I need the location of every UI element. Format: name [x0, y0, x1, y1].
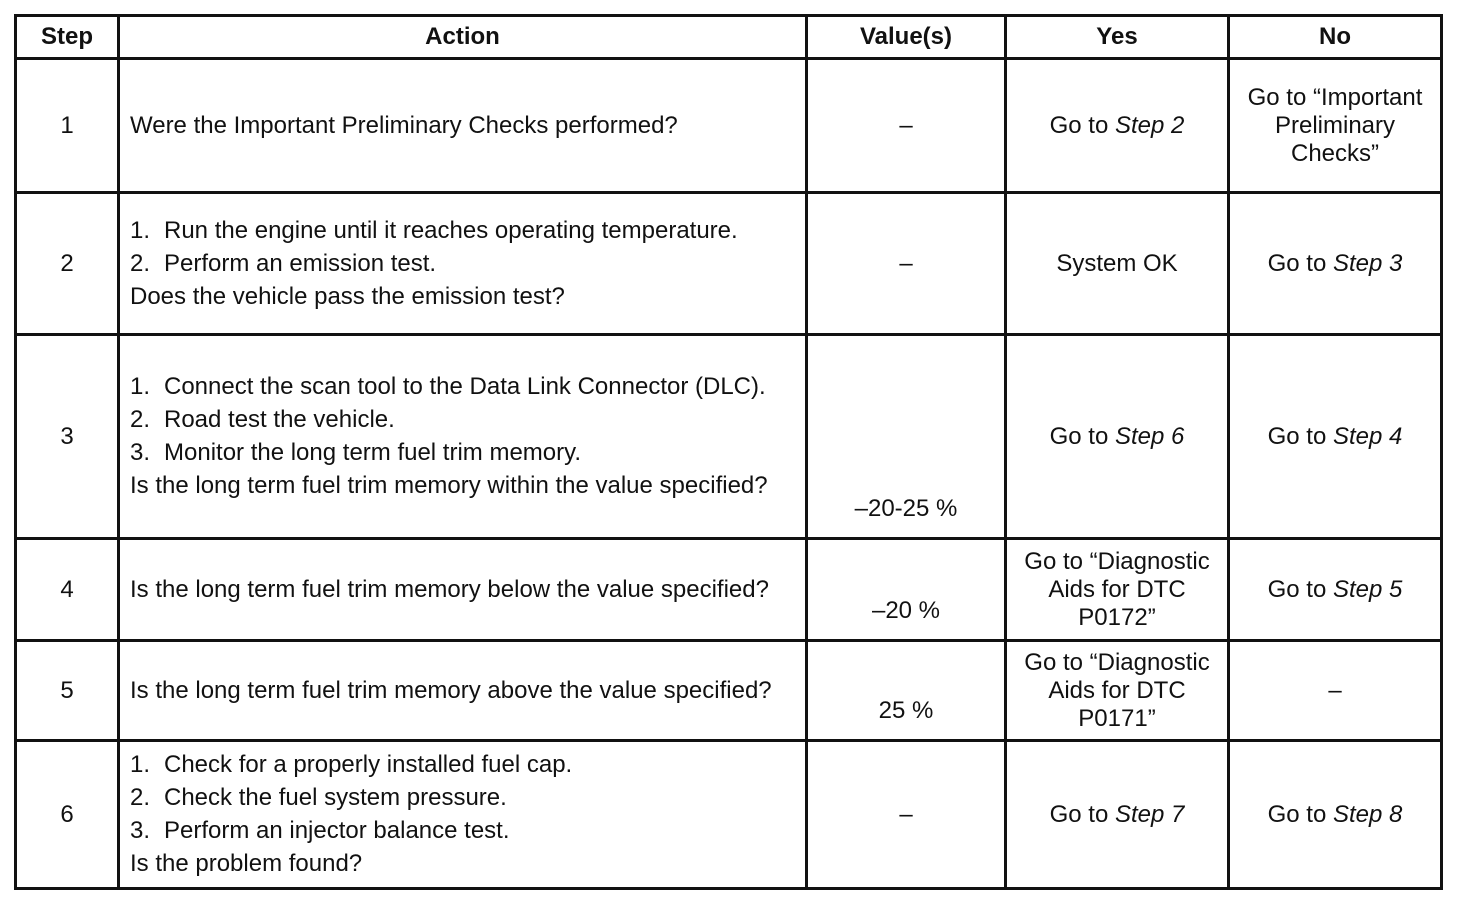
list-item: 1. Run the engine until it reaches operating temperature. — [130, 216, 738, 244]
yes-prefix: Go to — [1049, 800, 1115, 828]
list-item: 2. Road test the vehicle. — [130, 406, 395, 433]
value-cell: – — [807, 741, 1006, 889]
table-row — [16, 741, 1442, 889]
no-cell — [1229, 741, 1442, 889]
header-values: Value(s) — [807, 16, 1006, 59]
action-list — [130, 751, 795, 845]
step-number: 3 — [16, 335, 119, 539]
table-row — [16, 539, 1442, 641]
list-item: 3. Monitor the long term fuel trim memory. — [130, 439, 582, 466]
value-cell: –20-25 % — [807, 335, 1006, 539]
no-step-ref: Step 5 — [1332, 575, 1403, 603]
step-number: 6 — [16, 741, 119, 889]
list-item: 3. Perform an injector balance test. — [130, 817, 510, 844]
no-cell — [1229, 539, 1442, 641]
no-prefix: Go to — [1267, 800, 1333, 828]
yes-prefix: Go to — [1049, 422, 1115, 450]
action-cell — [119, 59, 807, 193]
no-cell — [1229, 335, 1442, 539]
yes-cell: Go to “Diagnostic Aids for DTC P0171” — [1006, 641, 1229, 741]
no-cell: – — [1229, 641, 1442, 741]
step-number: 5 — [16, 641, 119, 741]
yes-cell — [1006, 335, 1229, 539]
question-text: Is the problem found? — [130, 850, 363, 877]
value-cell: 25 % — [807, 641, 1006, 741]
action-cell — [119, 741, 807, 889]
step-number: 1 — [16, 59, 119, 193]
action-cell — [119, 193, 807, 335]
no-prefix: Go to — [1267, 575, 1333, 603]
header-step: Step — [16, 16, 119, 59]
list-item: 2. Check the fuel system pressure. — [130, 784, 507, 811]
value-cell: –20 % — [807, 539, 1006, 641]
diagnostic-table — [14, 14, 1443, 890]
yes-cell: Go to “Diagnostic Aids for DTC P0172” — [1006, 539, 1229, 641]
step-number: 2 — [16, 193, 119, 335]
header-no: No — [1229, 16, 1442, 59]
no-prefix: Go to — [1267, 422, 1333, 450]
table-row — [16, 641, 1442, 741]
action-list — [130, 373, 795, 467]
table-row — [16, 335, 1442, 539]
step-number: 4 — [16, 539, 119, 641]
action-cell — [119, 641, 807, 741]
yes-cell: System OK — [1006, 193, 1229, 335]
action-list — [130, 217, 795, 278]
yes-step-ref: Step 2 — [1114, 111, 1185, 139]
question-text: Is the long term fuel trim memory above the value specified? — [130, 676, 772, 704]
header-yes: Yes — [1006, 16, 1229, 59]
no-step-ref: Step 3 — [1332, 249, 1403, 277]
action-cell — [119, 335, 807, 539]
list-item: 1. Connect the scan tool to the Data Link Connector (DLC). — [130, 373, 766, 400]
table-row — [16, 193, 1442, 335]
value-cell: – — [807, 59, 1006, 193]
question-text: Does the vehicle pass the emission test? — [130, 282, 565, 310]
question-text: Were the Important Preliminary Checks performed? — [130, 111, 678, 139]
yes-prefix: Go to — [1049, 111, 1115, 139]
yes-cell — [1006, 741, 1229, 889]
list-item: 1. Check for a properly installed fuel cap. — [130, 751, 573, 778]
header-action: Action — [119, 16, 807, 59]
yes-cell — [1006, 59, 1229, 193]
question-text: Is the long term fuel trim memory below the value specified? — [130, 575, 769, 603]
no-step-ref: Step 4 — [1332, 422, 1403, 450]
value-cell: – — [807, 193, 1006, 335]
yes-step-ref: Step 7 — [1114, 800, 1185, 828]
no-cell: Go to “Important Preliminary Checks” — [1229, 59, 1442, 193]
action-cell — [119, 539, 807, 641]
table-row — [16, 59, 1442, 193]
yes-step-ref: Step 6 — [1114, 422, 1185, 450]
header-row — [16, 16, 1442, 59]
list-item: 2. Perform an emission test. — [130, 249, 437, 277]
no-step-ref: Step 8 — [1332, 800, 1403, 828]
question-text: Is the long term fuel trim memory within the value specified? — [130, 472, 768, 499]
no-prefix: Go to — [1267, 249, 1333, 277]
no-cell — [1229, 193, 1442, 335]
